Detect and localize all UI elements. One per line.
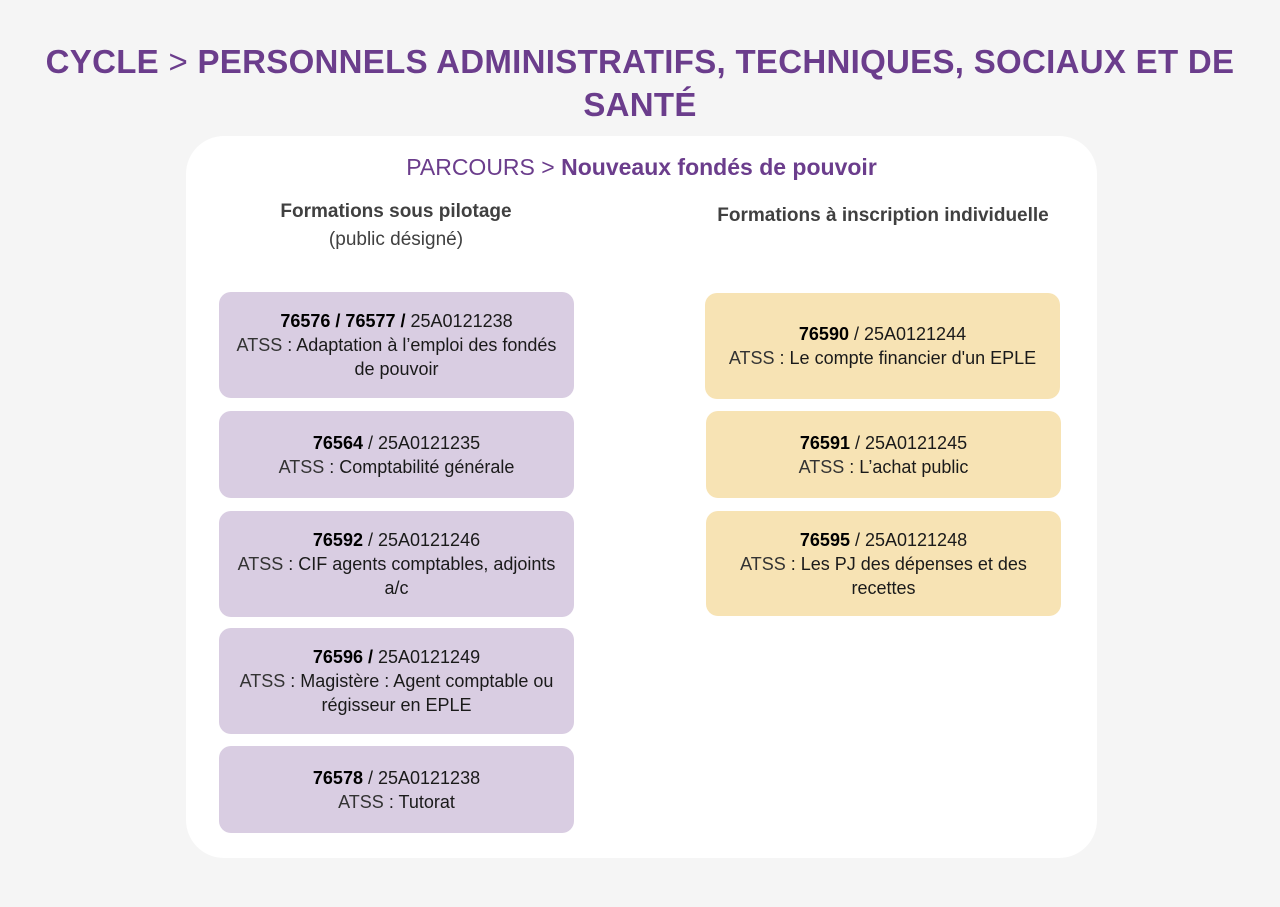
training-code: 76578 [312, 767, 363, 788]
training-box[interactable] [705, 293, 1060, 399]
training-tag: ATSS [728, 348, 775, 368]
training-tag: ATSS [278, 456, 325, 477]
training-label: Comptabilité générale [339, 456, 515, 477]
training-id-line [799, 322, 966, 346]
training-box[interactable] [219, 511, 574, 617]
training-tag: ATSS [338, 791, 384, 812]
training-label: Magistère : Agent comptable ou régisseur en EPLE [300, 671, 554, 715]
training-label: Les PJ des dépenses et des recettes [800, 553, 1027, 598]
title-separator: > [168, 43, 189, 80]
left-column-title: Formations sous pilotage [280, 201, 512, 222]
training-colon: : [282, 335, 297, 355]
training-label: CIF agents comptables, adjoints a/c [298, 554, 556, 598]
training-tag: ATSS [798, 456, 845, 477]
training-tag: ATSS [239, 671, 286, 691]
training-tag: ATSS [740, 553, 786, 574]
training-colon: : [774, 348, 790, 368]
training-label-line [231, 333, 562, 381]
training-code: 76596 / [312, 647, 373, 667]
training-sep: / [362, 530, 378, 550]
training-label-line [231, 669, 562, 717]
training-id-line [800, 431, 967, 455]
parcours-label: PARCOURS [406, 154, 535, 180]
training-colon: : [844, 456, 860, 477]
training-box[interactable] [219, 292, 574, 398]
training-code: 76591 [799, 432, 850, 453]
training-label-line [729, 346, 1036, 370]
title-cycle: CYCLE [45, 43, 159, 80]
training-sep: / [362, 767, 378, 788]
training-colon: : [785, 553, 801, 574]
training-box[interactable] [219, 628, 574, 734]
training-code: 76590 [798, 324, 849, 344]
training-label-line [279, 455, 515, 479]
training-ref: 25A0121238 [410, 311, 513, 331]
training-box[interactable] [706, 411, 1061, 498]
training-ref: 25A0121235 [377, 432, 481, 453]
training-label-line [338, 790, 455, 814]
training-colon: : [283, 554, 299, 574]
left-column-heading [226, 198, 566, 254]
training-sep: / [848, 324, 864, 344]
training-sep: / [849, 529, 865, 550]
parcours-name: Nouveaux fondés de pouvoir [561, 154, 877, 180]
training-colon: : [285, 671, 301, 691]
training-label-line [799, 455, 969, 479]
parcours-card [186, 136, 1097, 858]
training-label: L’achat public [859, 456, 969, 477]
training-colon: : [383, 791, 399, 812]
training-id-line [280, 309, 512, 333]
training-code: 76592 [312, 530, 363, 550]
training-ref: 25A0121245 [864, 432, 968, 453]
page-title [40, 40, 1240, 126]
training-box[interactable] [706, 511, 1061, 616]
training-label-line [718, 552, 1049, 600]
training-label: Tutorat [398, 791, 455, 812]
training-ref: 25A0121238 [377, 767, 481, 788]
training-box[interactable] [219, 746, 574, 833]
training-ref: 25A0121249 [377, 647, 481, 667]
left-column-subtitle: (public désigné) [328, 229, 464, 250]
right-column-title: Formations à inscription individuelle [717, 205, 1049, 226]
training-code: 76564 [312, 432, 363, 453]
training-label: Adaptation à l’emploi des fondés de pouvoir [296, 335, 557, 379]
training-code: 76595 [799, 529, 850, 550]
training-sep: / [849, 432, 865, 453]
training-sep: / [362, 432, 378, 453]
training-sep: / [395, 311, 411, 331]
training-label-line [231, 552, 562, 600]
training-id-line [313, 766, 480, 790]
training-colon: : [324, 456, 340, 477]
training-id-line [313, 645, 480, 669]
training-label: Le compte financier d'un EPLE [789, 348, 1037, 368]
training-code: 76576 / 76577 [280, 311, 396, 331]
title-category: PERSONNELS ADMINISTRATIFS, TECHNIQUES, SOCIAUX ET DE SANTÉ [197, 43, 1235, 123]
training-tag: ATSS [237, 554, 284, 574]
right-column-heading [708, 202, 1058, 230]
training-box[interactable] [219, 411, 574, 498]
training-id-line [313, 431, 480, 455]
training-ref: 25A0121244 [863, 324, 967, 344]
training-ref: 25A0121248 [864, 529, 968, 550]
training-id-line [313, 528, 480, 552]
parcours-separator: > [541, 154, 555, 180]
parcours-heading [186, 152, 1097, 182]
training-ref: 25A0121246 [377, 530, 481, 550]
training-id-line [800, 528, 967, 552]
training-tag: ATSS [236, 335, 283, 355]
